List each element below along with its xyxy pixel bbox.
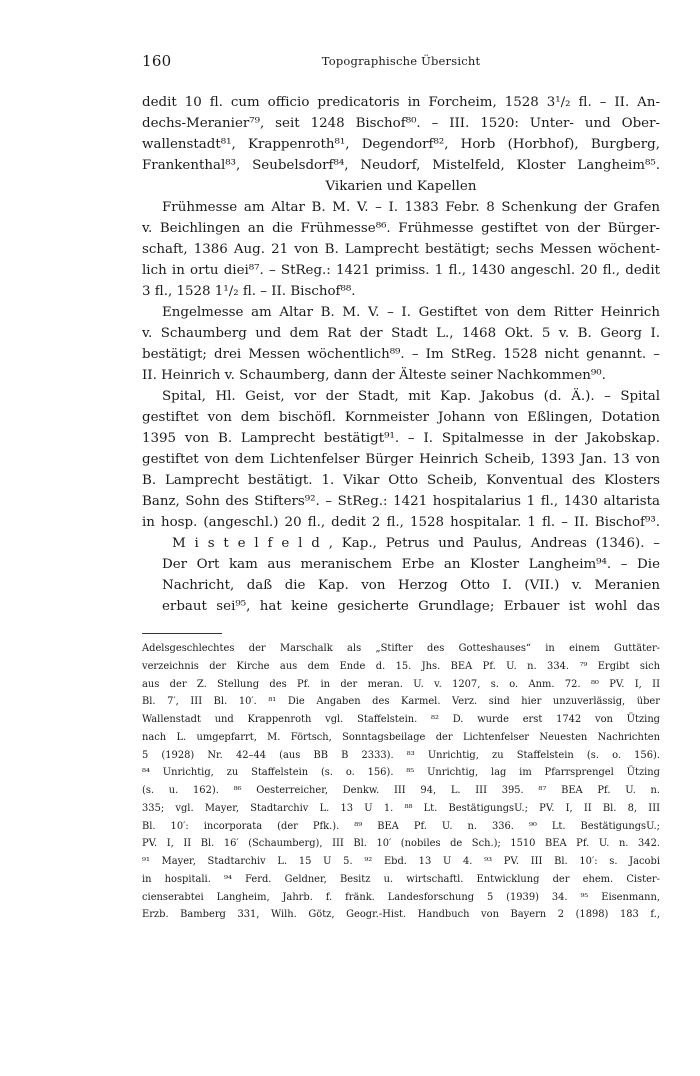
body-line: B. Lamprecht bestätigt. 1. Vikar Otto Scheib, Konventual des Klosters [142, 473, 660, 488]
page-number: 160 [142, 52, 172, 70]
body-line: erbaut sei⁹⁵, hat keine gesicherte Grundlage; Erbauer ist wohl das [162, 599, 660, 614]
body-line: dechs-Meranier⁷⁹, seit 1248 Bischof⁸⁰. – III. 1520: Unter- und Ober- [142, 116, 660, 131]
footnote-line: Wallenstadt und Krappenroth vgl. Staffelstein. ⁸² D. wurde erst 1742 von Ützing [142, 714, 660, 725]
body-line: lich in ortu diei⁸⁷. – StReg.: 1421 primiss. 1 fl., 1430 angeschl. 20 fl., dedit [142, 263, 660, 278]
footnote-line: 335; vgl. Mayer, Stadtarchiv L. 13 U 1. ⁸⁸ Lt. BestätigungsU.; PV. I, II Bl. 8, III [142, 802, 660, 814]
running-head: Topographische Übersicht [321, 54, 481, 68]
footnote-line: Adelsgeschlechtes der Marschalk als „Stifter des Gotteshauses“ in einem Guttäter- [142, 643, 660, 654]
footnote-line: PV. I, II Bl. 16′ (Schaumberg), III Bl. 10′ (nobiles de Sch.); 1510 BEA Pf. U. n. 342. [142, 838, 660, 850]
footnote-line: ⁹¹ Mayer, Stadtarchiv L. 15 U 5. ⁹² Ebd. 13 U 4. ⁹³ PV. III Bl. 10′: s. Jacobi [142, 856, 660, 867]
body-line: in hosp. (angeschl.) 20 fl., dedit 2 fl., 1528 hospitalar. 1 fl. – II. Bischof⁹³. [142, 515, 660, 530]
body-line: wallenstadt⁸¹, Krappenroth⁸¹, Degendorf⁸², Horb (Horbhof), Burgberg, [142, 137, 660, 152]
footnote-line: verzeichnis der Kirche aus dem Ende d. 15. Jhs. BEA Pf. U. n. 334. ⁷⁹ Ergibt sich [142, 660, 660, 672]
page-header [142, 52, 660, 72]
footnotes [142, 640, 660, 924]
body-line: 3 fl., 1528 1¹/₂ fl. – II. Bischof⁸⁸. [142, 284, 356, 299]
body-line: Spital, Hl. Geist, vor der Stadt, mit Kap. Jakobus (d. Ä.). – Spital [162, 389, 660, 404]
body-line: 1395 von B. Lamprecht bestätigt⁹¹. – I. Spitalmesse in der Jakobskap. [142, 431, 660, 446]
body-line: Engelmesse am Altar B. M. V. – I. Gestiftet von dem Ritter Heinrich [162, 305, 660, 320]
footnote-line: nach L. umgepfarrt, M. Förtsch, Sonntagsbeilage der Lichtenfelser Neuesten Nachrichten [142, 731, 660, 743]
body-line: Der Ort kam aus meranischem Erbe an Kloster Langheim⁹⁴. – Die [162, 557, 660, 572]
footnote-line: Erzb. Bamberg 331, Wilh. Götz, Geogr.-Hist. Handbuch von Bayern 2 (1898) 183 f., [142, 909, 660, 921]
body-line: M i s t e l f e l d , Kap., Petrus und Paulus, Andreas (1346). – [172, 536, 660, 551]
body-line: Banz, Sohn des Stifters⁹². – StReg.: 1421 hospitalarius 1 fl., 1430 altarista [142, 494, 660, 509]
body-line: Frankenthal⁸³, Seubelsdorf⁸⁴, Neudorf, Mistelfeld, Kloster Langheim⁸⁵. [142, 158, 660, 173]
footnote-line: ⁸⁴ Unrichtig, zu Staffelstein (s. o. 156). ⁸⁵ Unrichtig, lag im Pfarrsprengel Ützing [142, 767, 660, 779]
body-line: Nachricht, daß die Kap. von Herzog Otto I. (VII.) v. Meranien [162, 578, 660, 593]
body-line: II. Heinrich v. Schaumberg, dann der Älteste seiner Nachkommen⁹⁰. [142, 368, 606, 383]
body-line: bestätigt; drei Messen wöchentlich⁸⁹. – Im StReg. 1528 nicht genannt. – [142, 347, 660, 362]
body-line: gestiftet von dem bischöfl. Kornmeister Johann von Eßlingen, Dotation [142, 410, 660, 425]
footnote-line: (s. u. 162). ⁸⁶ Oesterreicher, Denkw. III 94, L. III 395. ⁸⁷ BEA Pf. U. n. [142, 785, 660, 796]
footnote-line: 5 (1928) Nr. 42–44 (aus BB B 2333). ⁸³ Unrichtig, zu Staffelstein (s. o. 156). [142, 749, 660, 761]
footnote-line: cienserabtei Langheim, Jahrb. f. fränk. Landesforschung 5 (1939) 34. ⁹⁵ Eisenmann, [142, 891, 660, 903]
footnote-line: in hospitali. ⁹⁴ Ferd. Geldner, Besitz u. wirtschaftl. Entwicklung der ehem. Cister- [142, 873, 660, 885]
body-line: dedit 10 fl. cum officio predicatoris in Forcheim, 1528 3¹/₂ fl. – II. An- [142, 95, 660, 110]
footnote-line: aus der Z. Stellung des Pf. in der meran. U. v. 1207, s. o. Anm. 72. ⁸⁰ PV. I, II [142, 678, 660, 690]
section-heading: Vikarien und Kapellen [325, 179, 477, 194]
body-line: v. Schaumberg und dem Rat der Stadt L., 1468 Okt. 5 v. B. Georg I. [142, 326, 660, 341]
body-line: gestiftet von dem Lichtenfelser Bürger Heinrich Scheib, 1393 Jan. 13 von [142, 452, 660, 467]
footnote-rule [142, 633, 222, 634]
body-line: Frühmesse am Altar B. M. V. – I. 1383 Febr. 8 Schenkung der Grafen [162, 200, 660, 215]
body-line: v. Beichlingen an die Frühmesse⁸⁶. Frühmesse gestiftet von der Bürger- [142, 221, 660, 236]
footnote-line: Bl. 7′, III Bl. 10′. ⁸¹ Die Angaben des Karmel. Verz. sind hier unzuverlässig, über [142, 696, 660, 708]
body-line: schaft, 1386 Aug. 21 von B. Lamprecht bestätigt; sechs Messen wöchent- [142, 242, 660, 257]
main-text [142, 92, 660, 617]
footnote-line: Bl. 10′: incorporata (der Pfk.). ⁸⁹ BEA Pf. U. n. 336. ⁹⁰ Lt. BestätigungsU.; [142, 820, 660, 832]
